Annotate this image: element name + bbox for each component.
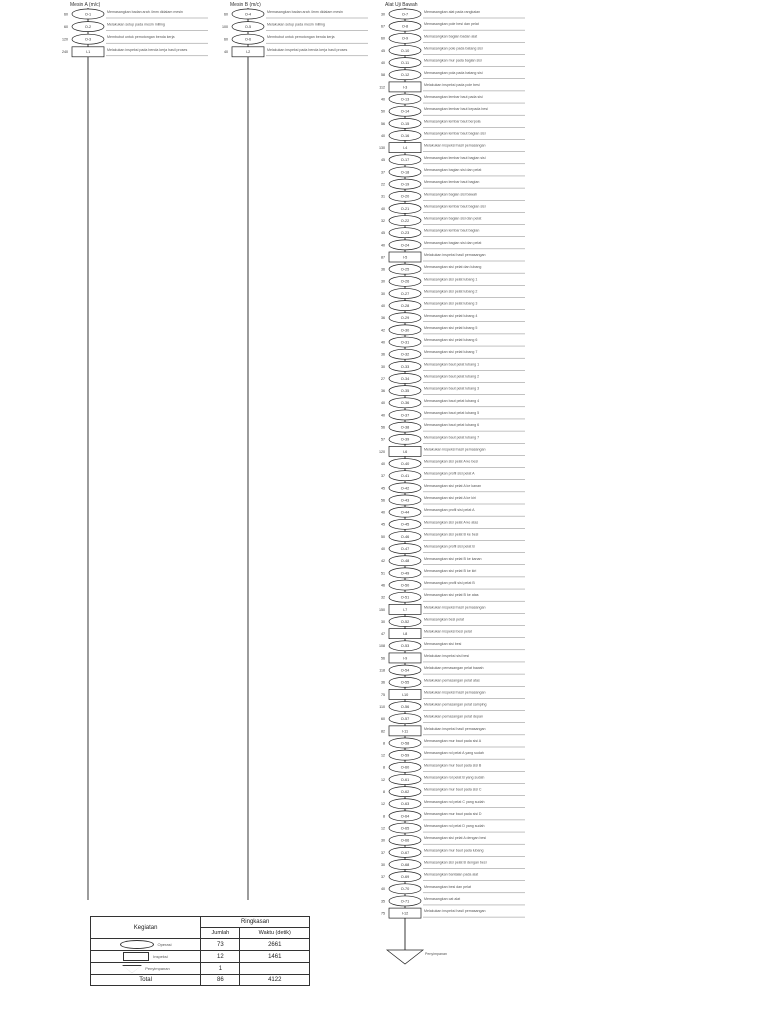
step-description: Memasangkan mur baut pada sisi A xyxy=(424,739,482,743)
step-time: 31 xyxy=(381,194,385,199)
step-time: 40 xyxy=(381,206,385,211)
step-description: Membubut untuk pemotongan benda kerja xyxy=(267,35,335,40)
step-description: Memasangkan mur pada bagian sisi xyxy=(424,58,482,63)
step-description: Memasangkan besi pelat xyxy=(424,617,464,622)
step-time: 30 xyxy=(381,12,385,17)
step-description: Melakukan inspeksi hasil pemasangan xyxy=(424,253,486,257)
step-label: O-5 xyxy=(244,25,252,29)
step-time: 150 xyxy=(379,607,385,612)
step-description: Memasangkan sisi pelat A ke atas xyxy=(424,520,479,525)
operation-symbol-cell xyxy=(91,939,201,951)
step-time: 30 xyxy=(381,838,385,843)
step-time: 42 xyxy=(381,559,385,564)
step-description: Melakukan inspeksi hasil pemasangan xyxy=(424,690,486,695)
step-time: 30 xyxy=(381,862,385,867)
step-label: I-4 xyxy=(402,146,408,151)
step-description: Memasangkan badan arah 4mm didalam mesin xyxy=(107,10,183,14)
step-time: 37 xyxy=(381,875,385,880)
step-description: Memasangkan cat alat xyxy=(424,896,461,901)
step-label: O-31 xyxy=(400,340,410,345)
step-description: Melakukan inspeksi hasil pemasangan xyxy=(424,447,486,452)
step-time: 57 xyxy=(381,437,385,442)
step-description: Melakukan inspeksi hasil pemasangan xyxy=(424,143,486,148)
storage-symbol-cell xyxy=(91,963,201,975)
step-label: O-17 xyxy=(400,158,410,163)
step-time: 60 xyxy=(381,36,385,41)
total-time: 4122 xyxy=(240,975,310,986)
step-time: 50 xyxy=(381,534,385,539)
step-description: Memasangkan pola pada batang sisi xyxy=(424,70,483,75)
operation-symbol-icon xyxy=(120,940,154,949)
step-label: O-49 xyxy=(400,571,410,576)
step-label: I-6 xyxy=(402,449,408,454)
step-time: 8 xyxy=(383,790,385,794)
step-description: Memasangkan baut pelat lubang 5 xyxy=(424,410,480,415)
storage-symbol-icon xyxy=(122,965,142,973)
step-description: Melakukan inspeksi sisi besi xyxy=(424,653,470,658)
step-description: Melakukan inspeksi pada benda kerja hasil proses xyxy=(267,47,348,52)
step-description: Memasangkan bagian sisi dan pelat xyxy=(424,216,482,221)
step-label: O-58 xyxy=(400,741,410,746)
step-label: O-71 xyxy=(400,899,410,904)
step-description: Memasangkan rol pelat C yang sudah xyxy=(424,799,485,804)
step-label: O-27 xyxy=(400,291,410,296)
step-label: O-36 xyxy=(400,401,410,406)
step-time: 40 xyxy=(381,461,385,466)
step-description: Melakukan inspeksi pada pole besi xyxy=(424,82,480,87)
step-time: 120 xyxy=(379,449,385,454)
step-time: 12 xyxy=(381,826,385,831)
step-time: 60 xyxy=(64,25,68,29)
step-time: 35 xyxy=(381,899,385,904)
total-count: 86 xyxy=(201,975,240,986)
step-description: Memasangkan sisi pelat lubang 6 xyxy=(424,338,478,343)
storage-symbol xyxy=(387,950,423,964)
step-label: O-19 xyxy=(400,182,410,187)
step-label: O-61 xyxy=(400,777,410,782)
step-description: Memasangkan sisi pelat B ke atas xyxy=(424,593,479,598)
step-label: O-42 xyxy=(400,486,410,491)
step-time: 240 xyxy=(62,50,68,55)
step-description: Memasangkan profil sisi pelat A xyxy=(424,471,475,476)
step-time: 27 xyxy=(381,376,385,381)
step-time: 40 xyxy=(381,97,385,102)
step-label: O-16 xyxy=(400,133,410,138)
step-label: O-63 xyxy=(400,802,410,807)
step-time: 100 xyxy=(222,25,228,29)
step-description: Memasangkan lembar baut pada sisi xyxy=(424,95,483,100)
step-label: O-9 xyxy=(401,36,409,41)
step-description: Memasangkan lembar baut bagian sisi xyxy=(424,131,486,136)
step-description: Memasangkan sisi pelat B ke kiri xyxy=(424,568,477,573)
lane-title-a: Mesin A (m/c) xyxy=(70,2,101,8)
step-time: 12 xyxy=(381,753,385,758)
step-description: Memasangkan profil sisi pelat B xyxy=(424,581,475,586)
step-description: Melakukan setup pada mesin milling xyxy=(267,22,325,27)
step-time: 40 xyxy=(381,510,385,515)
storage-count: 1 xyxy=(201,963,240,975)
step-time: 36 xyxy=(381,389,385,394)
step-label: O-10 xyxy=(400,48,410,53)
step-time: 47 xyxy=(381,632,385,637)
step-label: O-2 xyxy=(84,25,92,29)
step-description: Memasangkan mur baut pada sisi B xyxy=(424,763,482,768)
header-count: Jumlah xyxy=(201,928,240,939)
step-label: O-13 xyxy=(400,97,410,102)
step-label: I-3 xyxy=(402,85,408,90)
summary-table xyxy=(90,916,310,986)
step-description: Melakukan pemasangan pelat atas xyxy=(424,678,480,683)
step-label: O-45 xyxy=(400,522,410,527)
step-time: 22 xyxy=(381,182,385,187)
summary-title: Ringkasan xyxy=(201,917,310,928)
step-label: I-10 xyxy=(401,692,409,697)
step-time: 82 xyxy=(381,729,385,734)
step-label: O-62 xyxy=(400,790,410,794)
step-description: Membubut untuk pemotongan benda kerja xyxy=(107,35,175,40)
step-label: O-68 xyxy=(400,862,410,867)
step-description: Memasangkan bagian sisi bawah xyxy=(424,192,478,197)
step-description: Memasangkan badan arah 4mm didalam mesin xyxy=(267,10,343,14)
step-description: Memasangkan lembar baut bagian xyxy=(424,228,480,233)
step-time: 56 xyxy=(381,121,385,126)
step-label: O-67 xyxy=(400,850,410,855)
step-description: Memasangkan sisi pelat B ke besi xyxy=(424,532,479,537)
step-time: 60 xyxy=(224,12,228,17)
step-label: O-44 xyxy=(400,510,410,515)
step-time: 8 xyxy=(383,741,385,746)
total-label: Total xyxy=(91,975,201,986)
step-time: 30 xyxy=(381,279,385,284)
step-time: 45 xyxy=(381,522,385,527)
inspection-symbol-icon xyxy=(123,952,149,961)
step-label: O-48 xyxy=(400,559,410,564)
step-label: I-1 xyxy=(85,50,91,55)
step-description: Memasangkan alat pada rangkaian xyxy=(424,10,481,14)
header-time: Waktu (detik) xyxy=(240,928,310,939)
step-description: Memasangkan sisi pelat B ke kanan xyxy=(424,556,482,561)
step-time: 56 xyxy=(381,656,385,661)
step-description: Melakukan pemasangan pelat samping xyxy=(424,702,487,707)
step-time: 30 xyxy=(381,619,385,624)
step-description: Memasangkan sisi pelat lubang 1 xyxy=(424,277,478,282)
step-time: 118 xyxy=(379,668,385,673)
step-description: Memasangkan rol pelat D yang sudah xyxy=(424,824,485,829)
step-label: O-8 xyxy=(401,24,409,29)
step-description: Memasangkan sisi pelat B dengan besi xyxy=(424,860,487,865)
step-label: I-11 xyxy=(401,729,409,734)
step-label: O-57 xyxy=(400,717,410,722)
step-label: O-43 xyxy=(400,498,410,503)
step-label: O-12 xyxy=(400,73,410,78)
step-label: O-23 xyxy=(400,231,410,236)
step-label: O-37 xyxy=(400,413,410,418)
step-time: 40 xyxy=(381,243,385,248)
step-label: O-35 xyxy=(400,389,410,394)
step-label: O-18 xyxy=(400,170,410,175)
step-time: 8 xyxy=(383,765,385,770)
step-label: O-21 xyxy=(400,206,410,211)
step-label: O-38 xyxy=(400,425,410,430)
inspection-count: 12 xyxy=(201,951,240,963)
step-time: 8 xyxy=(383,814,385,819)
step-description: Memasangkan lembar baut bagian sisi xyxy=(424,204,486,209)
step-label: I-2 xyxy=(245,50,251,55)
step-description: Memasangkan mur baut pada sisi C xyxy=(424,787,482,792)
step-label: O-28 xyxy=(400,304,410,308)
step-time: 60 xyxy=(224,37,228,42)
step-time: 37 xyxy=(381,850,385,855)
step-time: 40 xyxy=(381,304,385,308)
header-activity: Kegiatan xyxy=(91,917,201,939)
step-description: Memasangkan sisi pelat lubang 5 xyxy=(424,325,478,330)
step-label: O-69 xyxy=(400,875,410,880)
step-time: 40 xyxy=(381,887,385,892)
step-label: O-56 xyxy=(400,704,410,709)
operation-label: Operasi xyxy=(157,942,172,947)
step-label: I-9 xyxy=(402,656,408,661)
step-label: O-52 xyxy=(400,619,410,624)
step-time: 32 xyxy=(381,595,385,600)
step-time: 40 xyxy=(381,401,385,406)
step-time: 108 xyxy=(379,644,385,649)
step-time: 36 xyxy=(381,267,385,272)
step-label: O-70 xyxy=(400,887,410,892)
step-description: Memasangkan sisi pelat lubang 2 xyxy=(424,289,478,294)
step-time: 40 xyxy=(381,547,385,551)
step-time: 130 xyxy=(379,146,385,151)
step-description: Memasangkan bagian sisi dan pelat xyxy=(424,167,482,172)
step-label: O-40 xyxy=(400,461,410,466)
step-time: 37 xyxy=(381,474,385,479)
step-description: Memasangkan profil sisi pelat B xyxy=(424,544,475,549)
step-description: Melakukan inspeksi pada benda kerja hasil proses xyxy=(107,47,188,52)
step-time: 40 xyxy=(381,133,385,138)
step-label: O-22 xyxy=(400,218,410,223)
step-description: Memasangkan baut pelat lubang 6 xyxy=(424,423,480,428)
step-description: Memasangkan lembar baut bagian sisi xyxy=(424,155,486,160)
step-label: I-12 xyxy=(401,911,409,916)
step-label: O-30 xyxy=(400,328,410,333)
step-description: Memasangkan baut pelat lubang 3 xyxy=(424,386,480,391)
step-label: O-53 xyxy=(400,644,410,649)
step-label: O-66 xyxy=(400,838,410,843)
step-time: 67 xyxy=(381,24,385,29)
step-description: Melakukan pemasangan pelat bawah xyxy=(424,666,484,671)
step-label: O-14 xyxy=(400,109,410,114)
step-time: 120 xyxy=(62,37,68,42)
step-label: O-60 xyxy=(400,765,410,770)
inspection-time: 1461 xyxy=(240,951,310,963)
step-label: O-15 xyxy=(400,121,410,126)
step-time: 40 xyxy=(224,50,228,55)
step-description: Memasangkan mur baut pada lubang xyxy=(424,848,484,853)
step-label: O-3 xyxy=(84,37,92,42)
step-description: Memasangkan sisi pelat lubang 7 xyxy=(424,350,478,355)
step-time: 60 xyxy=(64,12,68,17)
operation-time: 2661 xyxy=(240,939,310,951)
step-description: Memasangkan sisi pelat A dengan besi xyxy=(424,836,487,841)
step-label: O-65 xyxy=(400,826,410,831)
operation-count: 73 xyxy=(201,939,240,951)
step-time: 36 xyxy=(381,680,385,685)
step-description: Memasangkan sisi pelat lubang 4 xyxy=(424,313,478,318)
step-description: Memasangkan bagian sisi dan pelat xyxy=(424,240,482,245)
step-description: Melakukan setup pada mesin milling xyxy=(107,22,165,27)
step-description: Memasangkan sisi pelat A ke kanan xyxy=(424,483,482,488)
step-description: Melakukan inspeksi hasil pemasangan xyxy=(424,909,486,914)
step-label: O-29 xyxy=(400,316,410,321)
step-label: O-33 xyxy=(400,364,410,369)
step-time: 56 xyxy=(381,498,385,503)
step-time: 37 xyxy=(381,170,385,175)
step-time: 45 xyxy=(381,486,385,491)
step-description: Memasangkan besi dan pelat xyxy=(424,884,471,889)
step-description: Melakukan inspeksi hasil pemasangan xyxy=(424,605,486,610)
step-label: O-11 xyxy=(400,61,410,65)
step-label: O-7 xyxy=(401,12,409,17)
step-label: O-6 xyxy=(244,37,252,42)
step-time: 110 xyxy=(379,704,385,709)
step-time: 46 xyxy=(381,583,385,588)
storage-label: Penyimpanan xyxy=(145,966,170,971)
step-time: 112 xyxy=(379,85,385,90)
step-label: O-55 xyxy=(400,680,410,685)
step-description: Memasangkan lembar baut berpola xyxy=(424,119,481,124)
step-description: Memasangkan bantalan pada alat xyxy=(424,872,479,877)
end-label: Penyimpanan xyxy=(425,952,447,956)
step-label: O-46 xyxy=(400,534,410,539)
step-time: 75 xyxy=(381,911,385,916)
step-time: 40 xyxy=(381,61,385,65)
step-description: Memasangkan lembar baut bagian xyxy=(424,180,480,185)
step-label: I-5 xyxy=(402,255,408,260)
step-time: 87 xyxy=(381,255,385,260)
step-description: Memasangkan rol pelat A yang sudah xyxy=(424,751,484,756)
step-time: 50 xyxy=(381,109,385,114)
step-label: O-25 xyxy=(400,267,410,272)
step-label: O-54 xyxy=(400,668,410,673)
step-label: O-51 xyxy=(400,595,410,600)
step-label: O-34 xyxy=(400,376,410,381)
inspection-symbol-cell xyxy=(91,951,201,963)
step-description: Melakukan inspeksi hasil pemasangan xyxy=(424,726,486,731)
step-label: O-64 xyxy=(400,814,410,819)
step-time: 30 xyxy=(381,291,385,296)
step-time: 45 xyxy=(381,48,385,53)
step-label: O-41 xyxy=(400,474,410,479)
step-description: Memasangkan sisi pelat lubang 3 xyxy=(424,301,478,306)
step-description: Memasangkan profil sisi pelat A xyxy=(424,508,475,513)
step-label: O-32 xyxy=(400,352,410,357)
step-time: 45 xyxy=(381,231,385,236)
step-description: Memasangkan sisi besi xyxy=(424,641,462,646)
step-time: 32 xyxy=(381,218,385,223)
step-time: 12 xyxy=(381,777,385,782)
step-time: 42 xyxy=(381,328,385,333)
step-description: Memasangkan sisi pelat A ke kiri xyxy=(424,496,476,500)
step-time: 30 xyxy=(381,364,385,369)
step-description: Memasangkan sisi pelat dan lubang xyxy=(424,265,482,270)
step-description: Memasangkan rol pelat B yang sudah xyxy=(424,775,485,780)
inspection-label: Inspeksi xyxy=(153,954,168,959)
step-time: 75 xyxy=(381,692,385,697)
step-time: 40 xyxy=(381,413,385,418)
step-time: 36 xyxy=(381,316,385,321)
step-label: O-39 xyxy=(400,437,410,442)
step-description: Memasangkan pole pada batang sisi xyxy=(424,46,483,51)
lane-title-c: Alat Uji Bawah xyxy=(385,2,418,8)
step-label: O-26 xyxy=(400,279,410,284)
step-label: O-20 xyxy=(400,194,410,199)
step-time: 40 xyxy=(381,340,385,345)
step-description: Melakukan inspeksi besi pelat xyxy=(424,629,472,634)
step-time: 36 xyxy=(381,352,385,357)
step-description: Memasangkan bagian badan alat xyxy=(424,34,478,39)
step-description: Memasangkan baut pelat lubang 7 xyxy=(424,435,480,440)
step-time: 45 xyxy=(381,158,385,163)
step-description: Memasangkan pole besi dan pelat xyxy=(424,22,479,27)
step-time: 60 xyxy=(381,717,385,722)
step-label: O-47 xyxy=(400,547,410,551)
step-description: Memasangkan baut pelat lubang 4 xyxy=(424,398,480,403)
step-label: I-8 xyxy=(402,632,408,637)
step-time: 12 xyxy=(381,802,385,807)
step-label: O-50 xyxy=(400,583,410,588)
step-label: O-1 xyxy=(84,12,92,17)
step-description: Memasangkan lembar baut kepada besi xyxy=(424,107,488,112)
lane-title-b: Mesin B (m/c) xyxy=(230,2,261,8)
step-description: Memasangkan baut pelat lubang 2 xyxy=(424,374,480,379)
step-time: 51 xyxy=(381,571,385,576)
step-description: Memasangkan mur baut pada sisi D xyxy=(424,811,482,816)
step-time: 56 xyxy=(381,425,385,430)
step-label: I-7 xyxy=(402,607,408,612)
step-description: Memasangkan baut pelat lubang 1 xyxy=(424,362,480,367)
step-description: Melakukan pemasangan pelat depan xyxy=(424,714,483,719)
step-time: 58 xyxy=(381,73,385,78)
step-label: O-4 xyxy=(244,12,252,17)
step-label: O-24 xyxy=(400,243,410,248)
step-label: O-59 xyxy=(400,753,410,758)
step-description: Memasangkan sisi pelat A ke besi xyxy=(424,459,478,464)
storage-time xyxy=(240,963,310,975)
